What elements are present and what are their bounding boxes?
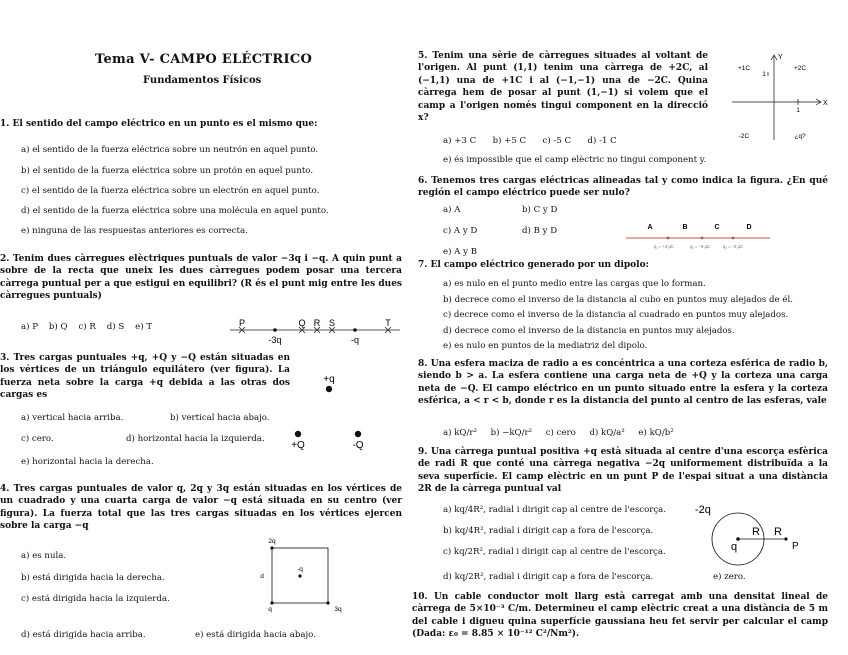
charge-q2 — [701, 237, 704, 240]
question-3-stem: 3. Tres cargas puntuales +q, +Q y −Q están situadas en los vértices de un triángulo equilátero (ver figura). La fuerza neta sobre la carga +q debida a las otras dos cargas es — [0, 353, 290, 401]
question-3-option-c: c) cero. — [21, 434, 54, 444]
question-4-stem: 4. Tres cargas puntuales de valor q, 2q y 3q están situadas en los vértices de un cuadrado y una cuarta carga de valor −q está situada en su centro (ver figura). La fuerza total que las tres cargas situadas en los vértices ejercen sobre la carga −q — [0, 484, 402, 532]
question-8-options-row: a) kQ/r² b) −kQ/r² c) cero d) kQ/a² e) kQ/b² — [443, 428, 674, 438]
region-D-label: D — [746, 224, 752, 231]
charge-q — [270, 601, 273, 604]
question-2-diagram — [225, 316, 405, 346]
charge-3q — [326, 601, 329, 604]
charge-minus-3q — [273, 328, 277, 332]
radius-R-label-inner: R — [752, 526, 760, 538]
charge-q-label: q — [268, 606, 272, 613]
charge-q3-label: q₃ = −3 μC — [722, 244, 744, 249]
question-6-diagram — [620, 215, 780, 253]
charge-plus-q — [326, 386, 332, 392]
question-6-stem: 6. Tenemos tres cargas eléctricas alineadas tal y como indica la figura. ¿En qué región el campo eléctrico puede ser nulo? — [418, 176, 828, 199]
question-9-option-b: b) kq/4R², radial i dirigit cap a fora de l'escorça. — [443, 526, 654, 536]
charge-plus-Q-label: +Q — [291, 440, 305, 450]
point-R-label: R — [313, 318, 321, 328]
charge-q1 — [667, 237, 670, 240]
question-4-diagram — [252, 535, 352, 615]
question-7-option-b: b) decrece como el inverso de la distancia al cubo en puntos muy alejados de él. — [443, 295, 793, 305]
side-d-label: d — [260, 573, 264, 580]
question-8-stem: 8. Una esfera maciza de radio a es concéntrica a una corteza esférica de radio b, siendo b > a. La esfera contiene una carga neta de +Q y la corteza una carga neta de −Q. El campo eléctrico en un punto situado entre la esfera y la corteza esférica, a < r < b, donde r es la distancia del punto al centro de las esferas, vale — [418, 359, 828, 407]
charge-minus-2C-label: -2C — [738, 133, 750, 140]
charge-plus-Q — [295, 431, 301, 437]
question-6-option-b: b) C y D — [522, 205, 558, 215]
charge-minus-q — [353, 328, 357, 332]
question-4-option-c: c) está dirigida hacia la izquierda. — [21, 594, 170, 604]
point-S-label: S — [328, 318, 336, 328]
tick-x-1-label: 1 — [796, 107, 800, 114]
question-5-diagram — [728, 50, 833, 145]
shell-charge-label: -2q — [695, 504, 711, 516]
axis-y-label: Y — [778, 54, 783, 61]
question-5-stem: 5. Tenim una sèrie de càrregues situades al voltant de l'origen. Al punt (1,1) tenim una càrrega de +2C, al (−1,1) una de +1C i al (−1,−1) una de −2C. Quina càrrega hem de posar al punt (1,−1) si volem que el camp a l'origen només tingui component en la direcció x? — [418, 51, 708, 124]
question-4-option-a: a) es nula. — [21, 551, 67, 561]
charge-q1-label: q₁ = +3 μC — [654, 244, 674, 249]
question-1-stem: 1. El sentido del campo eléctrico en un punto es el mismo que: — [0, 119, 318, 129]
question-3-diagram — [284, 368, 364, 450]
question-3-option-e: e) horizontal hacia la derecha. — [21, 457, 154, 467]
question-9-option-c: c) kq/2R², radial i dirigit cap al centre de l'escorça. — [443, 547, 666, 557]
question-1-option-a: a) el sentido de la fuerza eléctrica sobre un neutrón en aquel punto. — [21, 145, 319, 155]
charge-2q-label: 2q — [268, 538, 276, 545]
question-4-option-d: d) está dirigida hacia arriba. — [21, 630, 146, 640]
charge-minus-q-label: -q — [350, 335, 360, 345]
question-4-option-b: b) está dirigida hacia la derecha. — [21, 573, 165, 583]
charge-plus-q-label: +q — [323, 374, 335, 385]
question-9-stem: 9. Una càrrega puntual positiva +q està situada al centre d'una escorça esfèrica de radi R que conté una càrrega negativa −2q uniformement distribuïda a la seva superfície. El camp elèctric en un punt P de l'espai situat a una distància 2R de la càrrega puntual val — [418, 447, 828, 495]
point-P-label: P — [792, 541, 799, 552]
charge-q2-label: q₂ = −6 μC — [689, 244, 711, 249]
charge-q3 — [732, 237, 735, 240]
question-6-option-c: c) A y D — [443, 226, 478, 236]
question-4-option-e: e) está dirigida hacia abajo. — [195, 630, 316, 640]
tick-y-1-label: 1 — [762, 71, 766, 78]
point-T-label: T — [385, 318, 391, 328]
question-9-option-e: e) zero. — [713, 572, 746, 582]
charge-plus-2C-label: +2C — [793, 65, 807, 72]
question-6-option-a: a) A — [443, 205, 461, 215]
charge-plus-1C-label: +1C — [737, 65, 751, 72]
question-2-stem: 2. Tenim dues càrregues elèctriques puntuals de valor −3q i −q. A quin punt a sobre de la recta que uneix les dues càrregues podem posar una tercera càrrega puntual per a que estigui en equilibri? (R és el punt mig entre les dues càrregues puntuals) — [0, 254, 402, 302]
radius-R-label-outer: R — [774, 526, 782, 538]
charge-center-label: -q — [297, 566, 303, 573]
point-Q-label: Q — [298, 318, 306, 328]
charge-center-minus-q — [298, 574, 301, 577]
question-3-option-d: d) horizontal hacia la izquierda. — [126, 434, 265, 444]
question-9-diagram — [690, 500, 810, 570]
region-A-label: A — [647, 224, 653, 231]
charge-minus-3q-label: -3q — [268, 335, 282, 345]
question-9-option-d: d) kq/2R², radial i dirigit cap a fora de l'escorça. — [443, 572, 654, 582]
region-B-label: B — [682, 224, 688, 231]
unknown-charge-label: ¿q? — [794, 133, 806, 140]
question-7-option-a: a) es nulo en el punto medio entre las cargas que lo forman. — [443, 279, 706, 289]
question-3-option-b: b) vertical hacia abajo. — [170, 413, 270, 423]
page-title: Tema V- CAMPO ELÉCTRICO — [95, 52, 313, 67]
question-1-option-d: d) el sentido de la fuerza eléctrica sobre una molécula en aquel punto. — [21, 206, 329, 216]
region-C-label: C — [714, 224, 720, 231]
question-10-stem: 10. Un cable conductor molt llarg està carregat amb una densitat lineal de càrrega de 5×10⁻³ C/m. Determineu el camp elèctric creat a una distància de 5 m del cable i digueu quina superfície gaussiana heu fet servir per calcular el camp (Dada: ε₀ = 8.85 × 10⁻¹² C²/Nm²). — [412, 592, 828, 640]
question-7-option-e: e) es nulo en puntos de la mediatriz del dipolo. — [443, 341, 648, 351]
question-5-option-e: e) és impossible que el camp elèctric no tingui component y. — [443, 155, 707, 165]
charge-minus-Q-label: -Q — [352, 440, 364, 450]
point-P-label: P — [238, 318, 246, 328]
charge-minus-Q — [355, 431, 361, 437]
question-9-option-a: a) kq/4R², radial i dirigit cap al centre de l'escorça. — [443, 505, 667, 515]
question-6-option-d: d) B y D — [522, 226, 558, 236]
charge-3q-label: 3q — [334, 606, 342, 613]
question-1-option-c: c) el sentido de la fuerza eléctrica sobre un electrón en aquel punto. — [21, 186, 320, 196]
axis-x-label: X — [823, 100, 828, 107]
question-7-option-c: c) decrece como el inverso de la distancia al cuadrado en puntos muy alejados. — [443, 310, 789, 320]
question-7-option-d: d) decrece como el inverso de la distancia en puntos muy alejados. — [443, 326, 735, 336]
question-2-options: a) P b) Q c) R d) S e) T — [21, 322, 153, 332]
question-6-option-e: e) A y B — [443, 247, 478, 257]
question-1-option-b: b) el sentido de la fuerza eléctrica sobre un protón en aquel punto. — [21, 166, 314, 176]
question-5-options-row: a) +3 C b) +5 C c) -5 C d) -1 C — [443, 136, 617, 146]
question-3-option-a: a) vertical hacia arriba. — [21, 413, 124, 423]
point-charge-q-label: q — [731, 541, 738, 553]
question-1-option-e: e) ninguna de las respuestas anteriores es correcta. — [21, 226, 248, 236]
charge-2q — [270, 546, 273, 549]
question-7-stem: 7. El campo eléctrico generado por un dipolo: — [418, 260, 649, 270]
page-subtitle: Fundamentos Físicos — [143, 75, 262, 86]
